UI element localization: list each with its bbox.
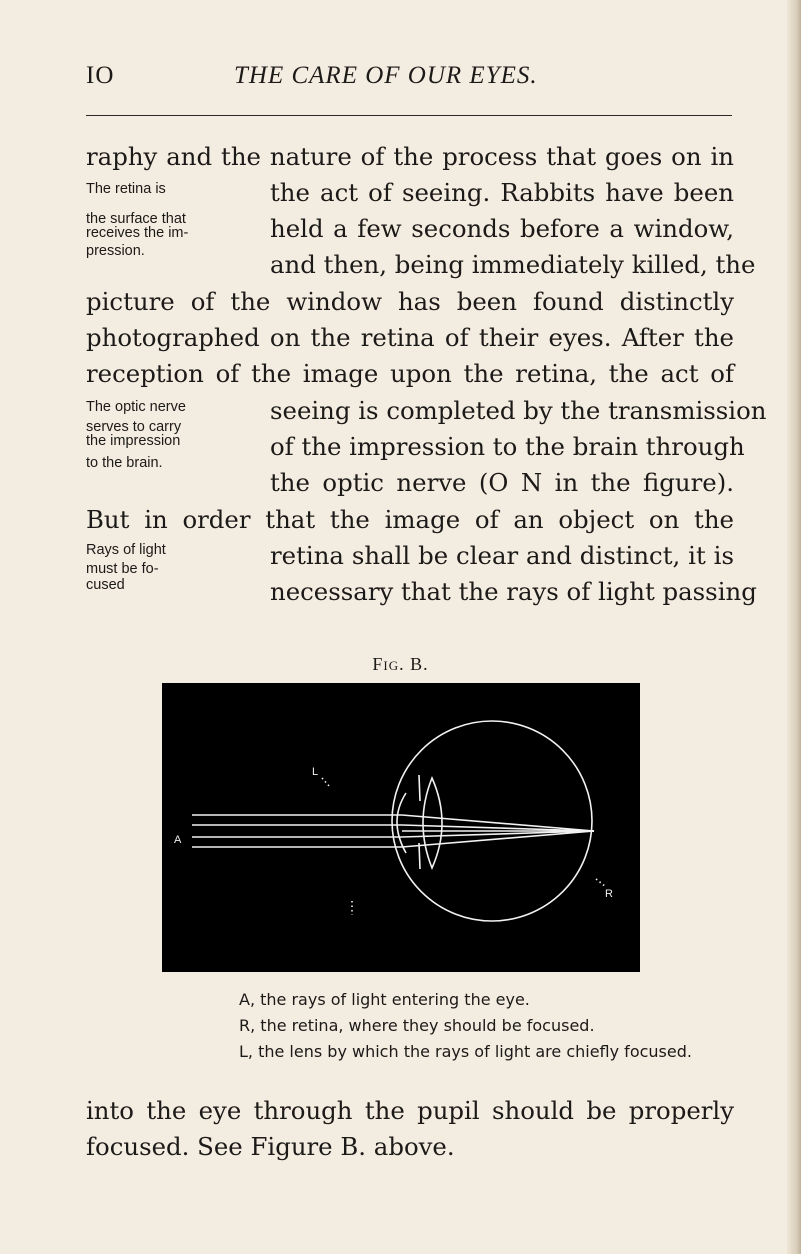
side-note-line: pression. — [86, 243, 145, 259]
side-note-line: the surface that — [86, 211, 186, 227]
side-note-line: must be fo- — [86, 561, 159, 577]
body-line: reception of the image upon the retina, the act of — [86, 359, 734, 388]
body-line: into the eye through the pupil should be properly — [86, 1096, 734, 1125]
body-line: necessary that the rays of light passing — [270, 577, 757, 606]
figure-legend-line: A, the rays of light entering the eye. — [239, 990, 530, 1009]
label-retina: R — [605, 888, 613, 900]
label-rays: A — [174, 834, 182, 846]
side-note-line: to the brain. — [86, 455, 163, 471]
side-note-line: The retina is — [86, 181, 166, 197]
side-note-line: serves to carry — [86, 419, 182, 435]
side-note-line: The optic nerve — [86, 399, 186, 415]
body-line: But in order that the image of an object on the — [86, 505, 734, 534]
figure-legend-line: L, the lens by which the rays of light are chiefly focused. — [239, 1042, 692, 1061]
figure-caption: Fig. B. — [372, 654, 429, 674]
figure-legend-line: R, the retina, where they should be focused. — [239, 1016, 595, 1035]
body-line: raphy and the nature of the process that goes on in — [86, 142, 734, 171]
body-line: of the impression to the brain through — [270, 432, 745, 461]
running-title: THE CARE OF OUR EYES. — [234, 62, 538, 89]
body-line: seeing is completed by the transmission — [270, 396, 767, 425]
body-line: focused. See Figure B. above. — [86, 1132, 455, 1161]
body-line: held a few seconds before a window, — [270, 214, 734, 243]
page-number: IO — [86, 62, 115, 89]
body-line: the optic nerve (O N in the figure). — [270, 468, 734, 497]
running-header — [86, 62, 732, 92]
side-note-line: cused — [86, 577, 125, 593]
body-line: and then, being immediately killed, the — [270, 250, 756, 279]
side-note-line: receives the im- — [86, 225, 189, 241]
eye-diagram — [162, 683, 640, 972]
page-edge-shadow — [787, 0, 801, 1254]
label-lens: L — [312, 766, 319, 778]
side-note-line: Rays of light — [86, 542, 166, 558]
header-rule — [86, 115, 732, 116]
body-line: retina shall be clear and distinct, it is — [270, 541, 734, 570]
body-line: photographed on the retina of their eyes. After the — [86, 323, 734, 352]
body-line: the act of seeing. Rabbits have been — [270, 178, 734, 207]
body-line: picture of the window has been found distinctly — [86, 287, 734, 316]
side-note-line: the impression — [86, 433, 181, 449]
